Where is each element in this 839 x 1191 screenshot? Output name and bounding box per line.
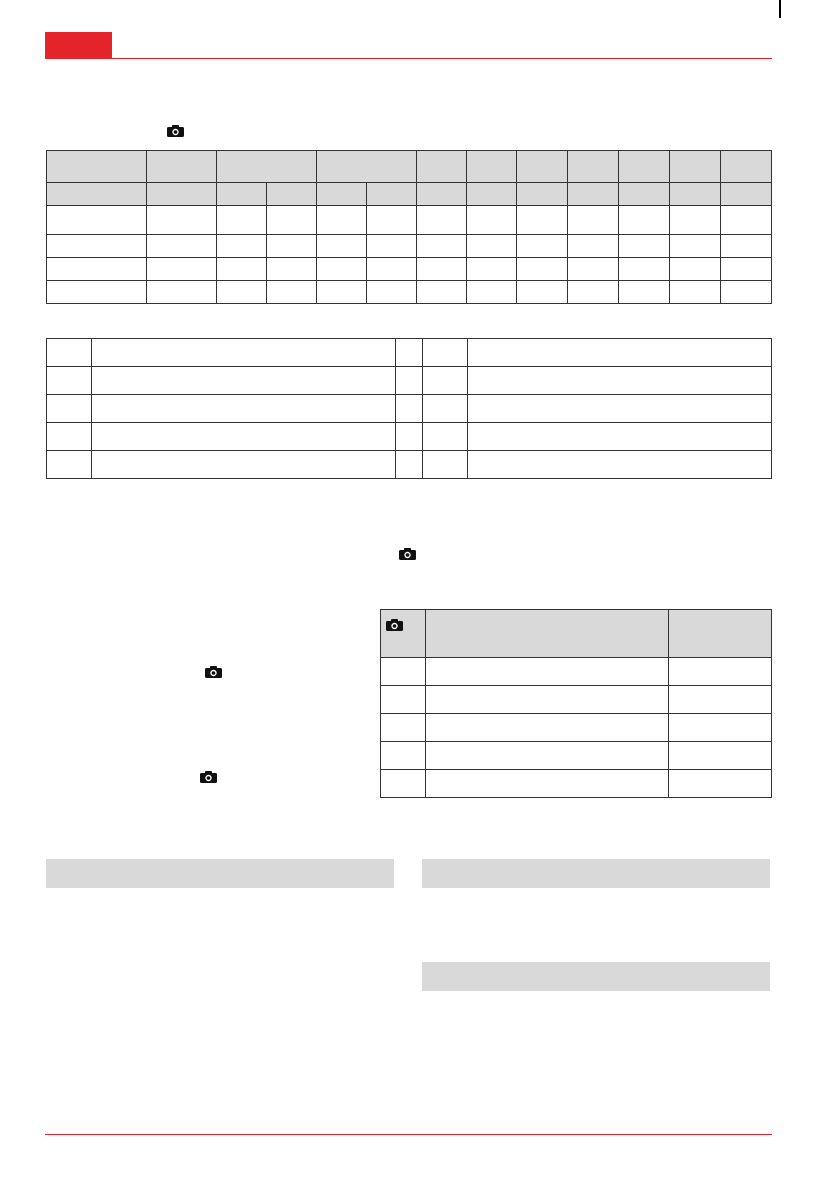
header-rule <box>45 58 772 59</box>
parts-table <box>46 338 772 479</box>
table-row <box>47 395 772 423</box>
component-table <box>380 609 772 798</box>
camera-icon <box>167 124 184 142</box>
table-row <box>47 258 772 281</box>
camera-icon <box>200 770 217 788</box>
camera-icon <box>386 619 403 631</box>
table-row <box>47 423 772 451</box>
table-row <box>47 235 772 258</box>
table-row <box>47 451 772 479</box>
spec-table <box>46 150 772 304</box>
section-bar-right-bottom <box>422 962 770 991</box>
table-row <box>47 281 772 304</box>
table-row <box>47 367 772 395</box>
table-row <box>381 714 772 742</box>
component-header-row <box>381 610 772 658</box>
crop-mark <box>779 0 781 18</box>
table-row <box>47 339 772 367</box>
camera-icon <box>205 665 222 683</box>
section-bar-right-top <box>422 859 770 888</box>
table-row <box>47 206 772 235</box>
table-row <box>381 658 772 686</box>
section-bar-left <box>46 859 394 888</box>
spec-header-row-2 <box>47 183 772 206</box>
language-tab <box>45 32 112 58</box>
camera-icon <box>399 547 416 565</box>
table-row <box>381 770 772 798</box>
table-row <box>381 686 772 714</box>
spec-header-row-1 <box>47 151 772 183</box>
header-camera-cell <box>381 610 426 658</box>
footer-rule <box>45 1134 772 1135</box>
table-row <box>381 742 772 770</box>
